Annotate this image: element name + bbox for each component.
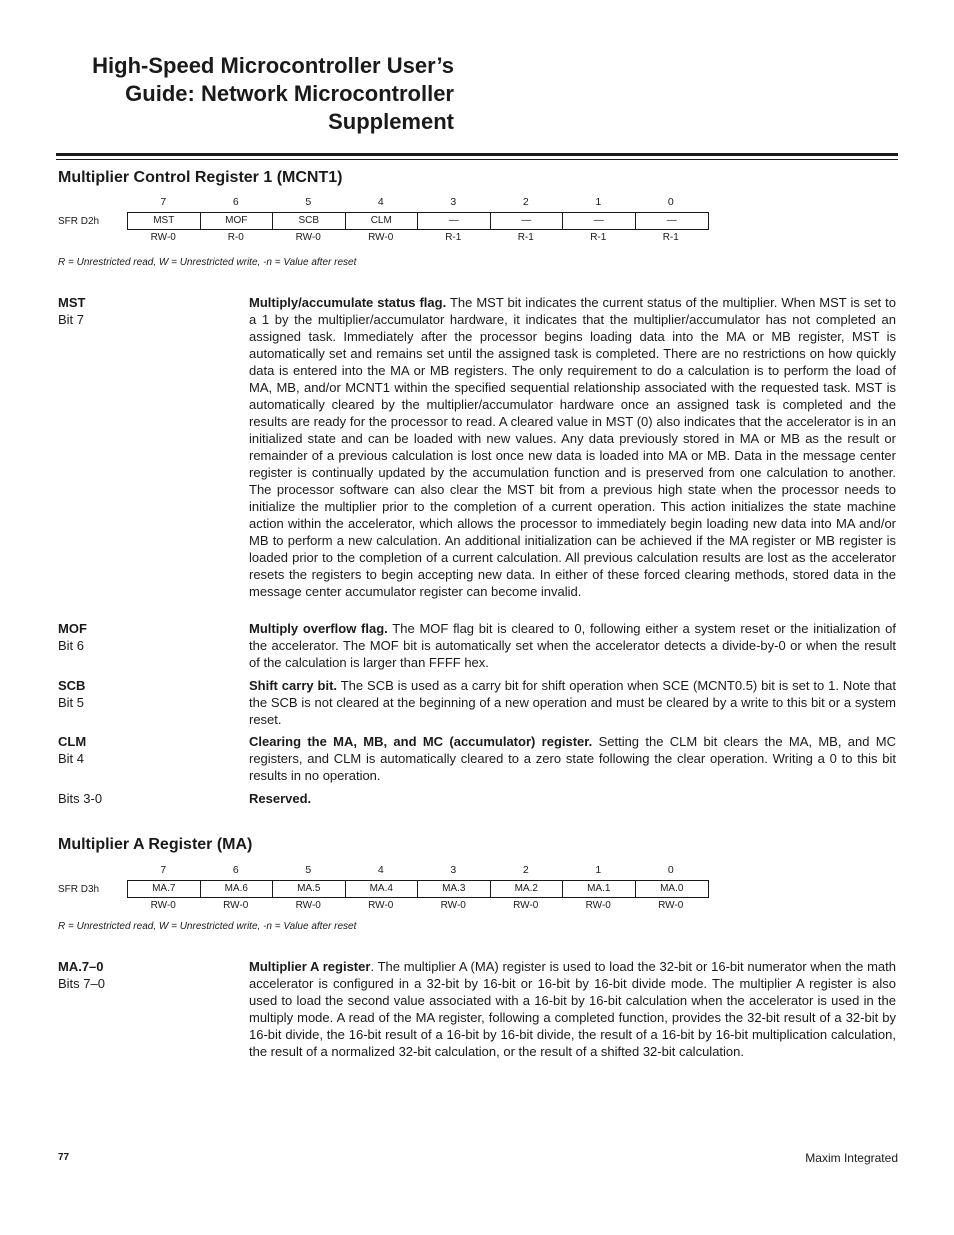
bit-name-cell: MA.3 (418, 881, 491, 897)
bit-name-boxes (127, 880, 709, 898)
bit-text (249, 620, 896, 671)
bit-number: 0 (667, 196, 674, 208)
bit-name-cell: CLM (346, 213, 419, 229)
register-legend: R = Unrestricted read, W = Unrestricted write, -n = Value after reset (58, 257, 357, 268)
bit-name: SCB (58, 678, 86, 693)
bit-title: Multiply/accumulate status flag. (249, 295, 447, 310)
reset-value: RW-0 (295, 232, 321, 243)
bit-number-row (127, 863, 709, 877)
bit-name: CLM (58, 734, 87, 749)
reset-value: R-0 (227, 232, 244, 243)
reset-value: RW-0 (368, 900, 394, 911)
bit-name-cell: MST (128, 213, 201, 229)
reset-value: R-1 (662, 232, 679, 243)
sfr-address: SFR D3h (58, 883, 100, 895)
bit-number: 1 (595, 864, 602, 876)
bit-position: Bit 4 (58, 751, 85, 766)
header-rule-thick (56, 153, 898, 156)
bit-text (249, 294, 896, 600)
bit-number: 4 (377, 196, 384, 208)
bit-name-cell: SCB (273, 213, 346, 229)
bit-name-boxes (127, 212, 709, 230)
bit-title: Shift carry bit. (249, 678, 338, 693)
reset-value: RW-0 (658, 900, 684, 911)
reset-value: RW-0 (295, 900, 321, 911)
register-diagram-mcnt1 (58, 195, 709, 246)
bit-name-cell: MA.7 (128, 881, 201, 897)
register-diagram-ma (58, 863, 709, 914)
bit-number: 7 (160, 196, 167, 208)
bit-name-cell: MA.1 (563, 881, 636, 897)
bit-name: MST (58, 295, 86, 310)
bit-name-cell: — (563, 213, 636, 229)
document-title (60, 52, 454, 136)
reset-value: RW-0 (440, 900, 466, 911)
reset-value: RW-0 (368, 232, 394, 243)
page-number: 77 (58, 1152, 70, 1163)
bit-position: Bit 5 (58, 695, 85, 710)
bit-text (249, 677, 896, 728)
title-line: Guide: Network Microcontroller (125, 81, 454, 106)
reset-value: R-1 (445, 232, 462, 243)
bit-title: Reserved. (249, 791, 312, 806)
bit-number-row (127, 195, 709, 209)
section-heading-mcnt1: Multiplier Control Register 1 (MCNT1) (58, 169, 343, 186)
title-line: Supplement (328, 109, 454, 134)
reset-value: RW-0 (150, 232, 176, 243)
bit-text (249, 958, 896, 1060)
bit-number: 3 (450, 864, 457, 876)
bit-position: Bit 7 (58, 312, 85, 327)
bit-number: 3 (450, 196, 457, 208)
bit-name-cell: MA.5 (273, 881, 346, 897)
bit-position: Bits 7–0 (58, 976, 105, 991)
bit-body: The SCB is used as a carry bit for shift operation when SCE (MCNT0.5) bit is set to 1. Note that the SCB is not cleared at the beginning of a new operation and must be cleared by a write to this bit or a system reset. (249, 678, 896, 727)
company-name: Maxim Integrated (805, 1151, 898, 1165)
bit-name-cell: — (666, 215, 677, 226)
bit-number: 5 (305, 864, 312, 876)
bit-name-cell: — (491, 213, 564, 229)
bit-title: Multiplier A register (249, 959, 371, 974)
bit-number: 6 (232, 864, 239, 876)
bit-number: 2 (522, 196, 529, 208)
bit-number: 6 (232, 196, 239, 208)
bit-body: The MOF flag bit is cleared to 0, following either a system reset or the initialization of the accelerator. The MOF bit is automatically set when the accelerator detects a divide-by-0 or when the result of the calculation is larger than FFFF hex. (249, 621, 896, 670)
header-rule-thin (56, 159, 898, 160)
bit-number: 7 (160, 864, 167, 876)
bit-name: MA.7–0 (58, 959, 104, 974)
bit-body: Setting the CLM bit clears the MA, MB, and MC registers, and CLM is automatically cleared to a zero state following the clear operation. Writing a 0 to this bit results in no operation. (249, 734, 896, 783)
bit-text (249, 790, 896, 807)
bit-name-cell: MA.0 (660, 883, 684, 894)
bit-number: 1 (595, 196, 602, 208)
register-legend: R = Unrestricted read, W = Unrestricted write, -n = Value after reset (58, 921, 357, 932)
reset-value: R-1 (590, 232, 607, 243)
reset-value: RW-0 (150, 900, 176, 911)
bit-body: The MST bit indicates the current status of the multiplier. When MST is set to a 1 by the multiplier/accumulator hardware, it indicates that the multiplier/accumulator has not completed an assigned task. Immediately after the processor begins loading data into the MA or MB register, MST is automatically set and remains set until the assigned task is completed. There are no restrictions on how quickly data is entered into the MA or MB registers. The only requirement to do a calculation is to perform the load of MA, MB, and/or MCNT1 within the specified sequential relationship associated with the requested task. MST is automatically cleared by the multiplier/accumulator hardware once an assigned task is completed and the results are ready for the processor to read. A cleared value in MST (0) also indicates that the accelerator is in an initialized state and can be loaded with new values. Any data previously stored in MA or MB as the result or remainder of a previous calculation is lost once new data is loaded into MA or MB. Data in the message center register is continually updated by the accumulation function and is preserved from one calculation to another. The processor software can also clear the MST bit from a previous high state when the processor needs to initialize the multiplier prior to the completion of a current operation. This action initializes the state machine action within the accelerator, which allows the processor to immediately begin loading new data into MA and/or MB to perform a new calculation. An additional initialization can be achieved if the MA register or MB register is loaded prior to the completion of a current calculation. All previous calculation results are lost as the accelerator resets the registers to begin accepting new data. In either of these forced clearing methods, stored data in the message center accumulator register can become invalid. (249, 295, 896, 599)
reset-value: RW-0 (223, 900, 249, 911)
bit-position: Bit 6 (58, 638, 85, 653)
sfr-address: SFR D2h (58, 215, 100, 227)
bit-number: 4 (377, 864, 384, 876)
reset-value-row (127, 230, 709, 246)
bit-name-cell: MOF (201, 213, 274, 229)
section-heading-ma: Multiplier A Register (MA) (58, 836, 253, 853)
title-line: High-Speed Microcontroller User’s (92, 53, 454, 78)
bit-title: Clearing the MA, MB, and MC (accumulator) register. (249, 734, 593, 749)
bit-position: Bits 3-0 (58, 791, 103, 806)
bit-number: 2 (522, 864, 529, 876)
bit-number: 0 (667, 864, 674, 876)
bit-body: . The multiplier A (MA) register is used to load the 32-bit or 16-bit numerator when the math accelerator is configured in a 32-bit by 16-bit or 16-bit by 16-bit divide mode. The multiplier A register is also used to load the second value associated with a 16-bit by 16-bit calculation when the accelerator is used in the multiply mode. A read of the MA register, following a completed function, provides the 32-bit result of a 32-bit by 16-bit divide, the 16-bit result of a 16-bit by 16-bit divide, the result of a 16-bit by 16-bit multiplication calculation, the result of a normalized 32-bit calculation, or the result of a shifted 32-bit calculation. (249, 959, 896, 1059)
bit-name-cell: MA.2 (491, 881, 564, 897)
reset-value: R-1 (517, 232, 534, 243)
bit-name: MOF (58, 621, 87, 636)
bit-title: Multiply overflow flag. (249, 621, 388, 636)
bit-text (249, 733, 896, 784)
bit-name-cell: — (418, 213, 491, 229)
bit-name-row (58, 212, 709, 230)
bit-name-row (58, 880, 709, 898)
reset-value-row (127, 898, 709, 914)
bit-name-cell: MA.6 (201, 881, 274, 897)
bit-name-cell: MA.4 (346, 881, 419, 897)
bit-number: 5 (305, 196, 312, 208)
reset-value: RW-0 (585, 900, 611, 911)
reset-value: RW-0 (513, 900, 539, 911)
